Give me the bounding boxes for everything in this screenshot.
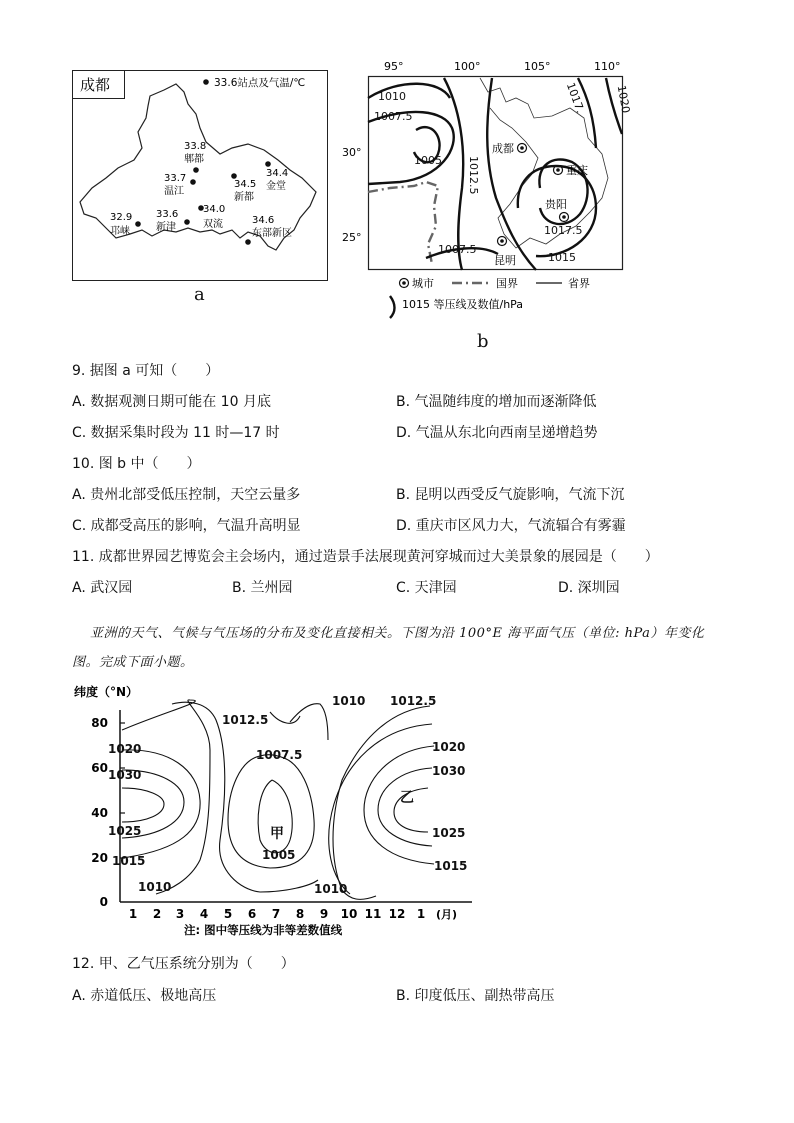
figure-a-label: a <box>194 284 205 305</box>
q9-option-a[interactable]: A. 数据观测日期可能在 10 月底 <box>72 394 271 410</box>
svg-text:105°: 105° <box>524 60 551 73</box>
svg-text:新津: 新津 <box>156 222 176 233</box>
svg-text:邛崃: 邛崃 <box>110 226 130 237</box>
figure-a-map <box>72 70 328 282</box>
svg-text:1010: 1010 <box>378 90 406 103</box>
svg-text:1020: 1020 <box>614 84 633 115</box>
svg-text:20: 20 <box>91 851 108 865</box>
svg-text:1012.5: 1012.5 <box>390 694 437 708</box>
figure-b-map <box>340 58 640 320</box>
svg-text:100°: 100° <box>454 60 481 73</box>
q10-option-b[interactable]: B. 昆明以西受反气旋影响，气流下沉 <box>396 487 625 503</box>
svg-text:5: 5 <box>223 907 233 921</box>
svg-text:金堂: 金堂 <box>266 181 286 192</box>
svg-text:乙: 乙 <box>400 790 414 806</box>
city-guiyang <box>545 197 569 222</box>
svg-text:1030: 1030 <box>432 764 466 778</box>
q11-option-b[interactable]: B. 兰州园 <box>232 580 293 596</box>
svg-text:1012.5: 1012.5 <box>467 156 480 195</box>
svg-text:郫都: 郫都 <box>184 154 204 165</box>
svg-text:温江: 温江 <box>164 186 184 197</box>
svg-text:0: 0 <box>99 895 108 909</box>
svg-text:33.7: 33.7 <box>164 173 187 184</box>
q11-option-a[interactable]: A. 武汉园 <box>72 580 133 596</box>
q10-option-a[interactable]: A. 贵州北部受低压控制，天空云量多 <box>72 487 301 503</box>
svg-text:1015: 1015 <box>112 854 146 868</box>
svg-text:1007.5: 1007.5 <box>256 748 303 762</box>
q9-option-c[interactable]: C. 数据采集时段为 11 时—17 时 <box>72 425 280 441</box>
svg-text:1007.5: 1007.5 <box>438 243 477 256</box>
isobar-chart <box>60 680 480 942</box>
station-dongbuxinqu <box>245 215 292 245</box>
q11-option-c[interactable]: C. 天津园 <box>396 580 457 596</box>
question-9-stem: 9. 据图 a 可知（ ） <box>72 363 220 379</box>
q9-option-b[interactable]: B. 气温随纬度的增加而逐渐降低 <box>396 394 597 410</box>
svg-text:1020: 1020 <box>432 740 466 754</box>
svg-text:34.4: 34.4 <box>266 168 289 179</box>
svg-text:34.0: 34.0 <box>203 204 226 215</box>
svg-text:60: 60 <box>91 761 108 775</box>
svg-text:1010: 1010 <box>332 694 366 708</box>
q11-option-d[interactable]: D. 深圳园 <box>558 580 620 596</box>
intro-line-1: 亚洲的天气、气候与气压场的分布及变化直接相关。下图为沿 100°E 海平面气压（单位: hPa）年变化 <box>90 626 705 641</box>
svg-text:4: 4 <box>199 907 209 921</box>
svg-text:东部新区: 东部新区 <box>252 228 292 239</box>
svg-text:80: 80 <box>91 716 108 730</box>
city-kunming <box>494 237 516 268</box>
x-ticks <box>129 907 425 921</box>
svg-text:国界: 国界 <box>496 277 518 290</box>
svg-text:(月): (月) <box>436 908 458 921</box>
svg-text:11: 11 <box>364 907 382 921</box>
svg-text:1025: 1025 <box>432 826 466 840</box>
isobar-curves <box>122 700 434 900</box>
svg-text:40: 40 <box>91 806 108 820</box>
svg-text:1005: 1005 <box>414 154 442 167</box>
svg-text:甲: 甲 <box>270 826 284 842</box>
svg-text:8: 8 <box>295 907 305 921</box>
svg-text:33.6: 33.6 <box>156 209 179 220</box>
svg-text:3: 3 <box>175 907 185 921</box>
svg-text:6: 6 <box>247 907 257 921</box>
svg-text:7: 7 <box>271 907 281 921</box>
svg-text:34.5: 34.5 <box>234 179 257 190</box>
svg-text:1007.5: 1007.5 <box>374 110 413 123</box>
question-11-stem: 11. 成都世界园艺博览会主会场内，通过造景手法展现黄河穿城而过大美景象的展园是（ ） <box>72 549 659 565</box>
svg-text:双流: 双流 <box>203 219 223 230</box>
svg-text:95°: 95° <box>384 60 404 73</box>
figure-a-title: 成都 <box>80 76 111 94</box>
q12-option-b[interactable]: B. 印度低压、副热带高压 <box>396 988 555 1004</box>
svg-text:昆明: 昆明 <box>494 254 516 267</box>
svg-text:1017.5: 1017.5 <box>544 224 583 237</box>
svg-text:30°: 30° <box>342 146 362 159</box>
legend-text: 33.6站点及气温/℃ <box>214 77 306 89</box>
q10-option-c[interactable]: C. 成都受高压的影响，气温升高明显 <box>72 518 301 534</box>
chart-ylabel: 纬度（°N） <box>74 685 139 699</box>
svg-text:成都: 成都 <box>492 142 514 155</box>
svg-text:34.6: 34.6 <box>252 215 275 226</box>
svg-text:1: 1 <box>128 907 138 921</box>
svg-text:省界: 省界 <box>568 277 590 290</box>
city-chongqing <box>554 163 589 177</box>
q9-option-d[interactable]: D. 气温从东北向西南呈递增趋势 <box>396 425 598 441</box>
svg-text:1005: 1005 <box>262 848 296 862</box>
svg-text:33.8: 33.8 <box>184 141 207 152</box>
svg-text:1010: 1010 <box>138 880 172 894</box>
svg-text:1010: 1010 <box>314 882 348 896</box>
question-12-stem: 12. 甲、乙气压系统分别为（ ） <box>72 956 295 972</box>
svg-text:9: 9 <box>319 907 329 921</box>
intro-line-2: 图。完成下面小题。 <box>72 655 194 670</box>
svg-text:1015 等压线及数值/hPa: 1015 等压线及数值/hPa <box>402 298 524 311</box>
q10-option-d[interactable]: D. 重庆市区风力大，气流辐合有雾霾 <box>396 518 626 534</box>
svg-text:110°: 110° <box>594 60 621 73</box>
q12-option-a[interactable]: A. 赤道低压、极地高压 <box>72 988 217 1004</box>
chart-note: 注: 图中等压线为非等差数值线 <box>184 923 343 937</box>
city-chengdu <box>492 141 527 155</box>
svg-text:重庆: 重庆 <box>566 164 588 177</box>
svg-text:32.9: 32.9 <box>110 212 133 223</box>
svg-text:1017.: 1017. <box>563 80 587 115</box>
svg-text:10: 10 <box>340 907 358 921</box>
station-qionglai <box>110 212 141 237</box>
svg-text:新都: 新都 <box>234 192 254 203</box>
question-10-stem: 10. 图 b 中（ ） <box>72 456 201 472</box>
svg-text:2: 2 <box>152 907 162 921</box>
station-wenjiang <box>164 173 196 197</box>
svg-text:1025: 1025 <box>108 824 142 838</box>
svg-text:1020: 1020 <box>108 742 142 756</box>
svg-text:城市: 城市 <box>412 277 434 290</box>
svg-text:1030: 1030 <box>108 768 142 782</box>
figure-b-label: b <box>477 331 489 352</box>
svg-text:贵阳: 贵阳 <box>545 198 567 211</box>
svg-text:12: 12 <box>388 907 406 921</box>
svg-text:1012.5: 1012.5 <box>222 713 269 727</box>
svg-text:1015: 1015 <box>434 859 468 873</box>
station-shuangliu <box>198 204 225 230</box>
svg-text:1015: 1015 <box>548 251 576 264</box>
station-pidu <box>184 141 206 173</box>
svg-text:25°: 25° <box>342 231 362 244</box>
station-xindu <box>231 173 256 203</box>
svg-text:1: 1 <box>416 907 426 921</box>
